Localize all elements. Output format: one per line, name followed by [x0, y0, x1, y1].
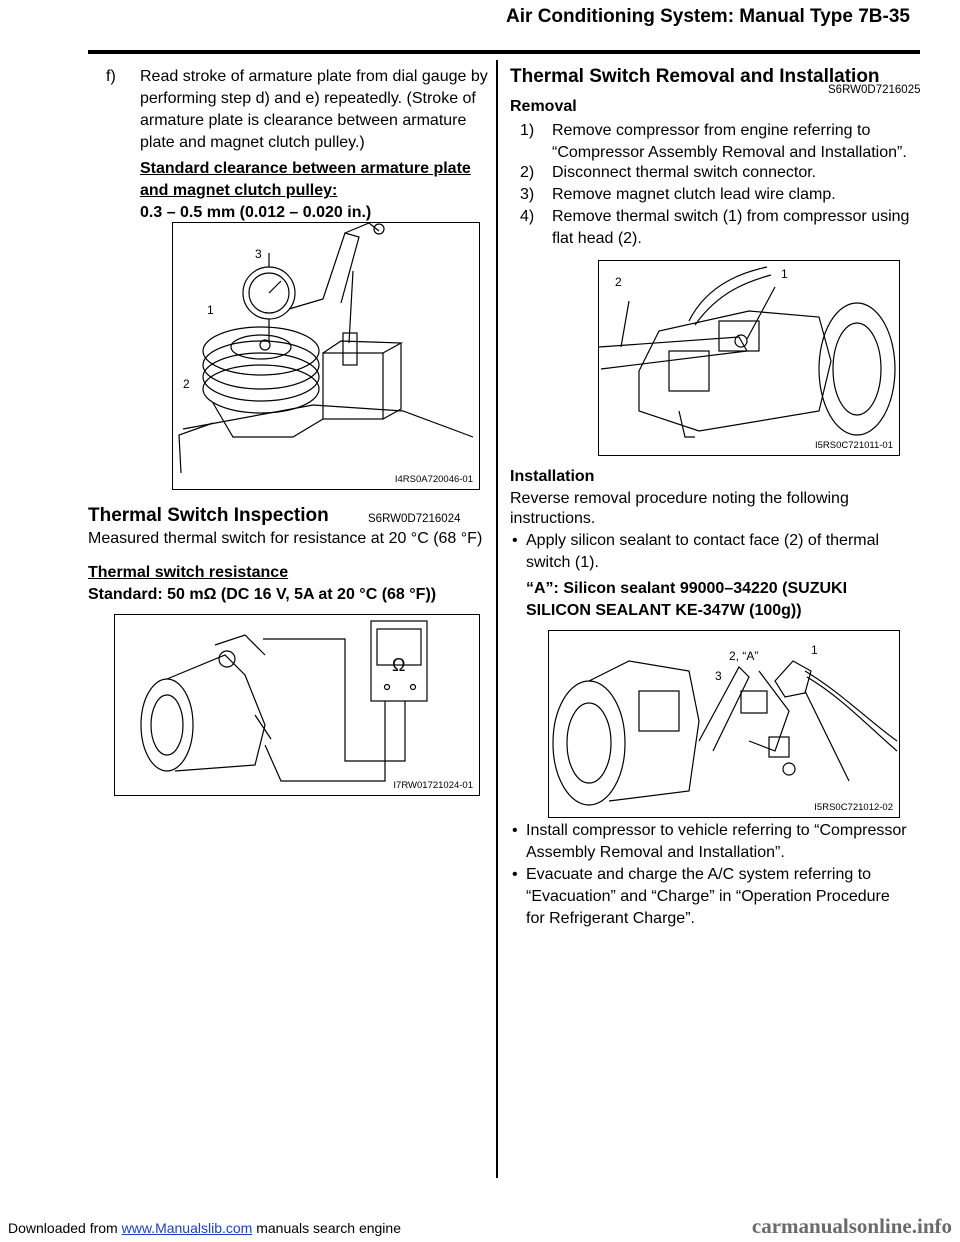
- removal-step-3-num: 3): [520, 186, 535, 203]
- removal-step-2-num: 2): [520, 164, 535, 181]
- bullet-3-line3: for Refrigerant Charge”.: [526, 910, 695, 927]
- footer-prefix: Downloaded from: [8, 1220, 118, 1236]
- section-code: S6RW0D7216025: [828, 84, 921, 96]
- fig1-callout-2: 2: [183, 377, 190, 391]
- removal-step-2-line1: Disconnect thermal switch connector.: [552, 164, 817, 181]
- removal-step-1-line1: Remove compressor from engine referring to: [552, 122, 871, 139]
- removal-step-1-num: 1): [520, 122, 535, 139]
- step-f-line1: Read stroke of armature plate from dial gauge by: [140, 68, 488, 85]
- spec-label-line2: and magnet clutch pulley:: [140, 182, 338, 199]
- removal-illustration: [599, 261, 899, 455]
- step-f-line3: armature plate is clearance between armature: [140, 112, 467, 129]
- step-f-marker: f): [106, 68, 116, 85]
- fig1-callout-3: 3: [255, 247, 262, 261]
- bullet-2-char: •: [512, 822, 518, 839]
- column-divider: [496, 60, 498, 1178]
- manualslib-link[interactable]: www.Manualslib.com: [121, 1220, 253, 1236]
- bullet-1-char: •: [512, 532, 518, 549]
- figure-thermal-switch-removal: [598, 260, 900, 456]
- removal-step-1-line2: “Compressor Assembly Removal and Installation”.: [552, 144, 907, 161]
- removal-step-3-line1: Remove magnet clutch lead wire clamp.: [552, 186, 836, 203]
- step-f-line4: plate and magnet clutch pulley.): [140, 134, 365, 151]
- footer-watermark: carmanualsonline.info: [751, 1214, 952, 1238]
- inspection-title: Thermal Switch Inspection: [88, 505, 329, 526]
- figure-sealant-application: [548, 630, 900, 818]
- fig1-callout-1: 1: [207, 303, 214, 317]
- bullet-1-line1: Apply silicon sealant to contact face (2) of thermal: [526, 532, 880, 549]
- installation-heading: Installation: [510, 468, 595, 485]
- inspection-text: Measured thermal switch for resistance at 20 °C (68 °F): [88, 530, 483, 547]
- removal-step-4-line2: flat head (2).: [552, 230, 642, 247]
- spec-label-line1: Standard clearance between armature plate: [140, 160, 471, 177]
- sealant-line1: “A”: Silicon sealant 99000–34220 (SUZUKI: [526, 580, 848, 597]
- sealant-line2: SILICON SEALANT KE-347W (100g)): [526, 602, 802, 619]
- fig3-callout-1: 1: [781, 267, 788, 281]
- installation-intro-line2: instructions.: [510, 510, 596, 527]
- resistance-value: Standard: 50 mΩ (DC 16 V, 5A at 20 °C (68 °F)): [88, 586, 437, 603]
- fig4-callout-3: 3: [715, 669, 722, 683]
- removal-step-4-num: 4): [520, 208, 535, 225]
- installation-intro-line1: Reverse removal procedure noting the following: [510, 490, 849, 507]
- spec-value: 0.3 – 0.5 mm (0.012 – 0.020 in.): [140, 204, 372, 221]
- fig4-callout-1: 1: [811, 643, 818, 657]
- dial-gauge-illustration: [173, 223, 479, 489]
- fig3-callout-2: 2: [615, 275, 622, 289]
- step-f-line2: performing step d) and e) repeatedly. (Stroke of: [140, 90, 476, 107]
- fig4-code: I5RS0C721012-02: [814, 802, 893, 813]
- fig4-callout-2a: 2, “A”: [729, 649, 759, 663]
- bullet-3-line1: Evacuate and charge the A/C system referring to: [526, 866, 872, 883]
- header-rule: [88, 50, 920, 54]
- footer-suffix: manuals search engine: [252, 1220, 401, 1236]
- bullet-3-char: •: [512, 866, 518, 883]
- ohmmeter-illustration: [115, 615, 479, 795]
- removal-heading: Removal: [510, 98, 577, 115]
- inspection-code: S6RW0D7216024: [368, 513, 461, 525]
- section-title: Thermal Switch Removal and Installation: [510, 66, 880, 87]
- sealant-illustration: [549, 631, 899, 817]
- bullet-1-line2: switch (1).: [526, 554, 599, 571]
- removal-step-4-line1: Remove thermal switch (1) from compressor using: [552, 208, 910, 225]
- bullet-2-line1: Install compressor to vehicle referring to “Compressor: [526, 822, 907, 839]
- footer-download-note: [8, 1220, 401, 1236]
- figure-ohmmeter: [114, 614, 480, 796]
- ohm-symbol: Ω: [392, 655, 406, 675]
- page-header-title: Air Conditioning System: Manual Type 7B-35: [506, 6, 910, 27]
- resistance-label: Thermal switch resistance: [88, 564, 289, 581]
- bullet-3-line2: “Evacuation” and “Charge” in “Operation Procedure: [526, 888, 890, 905]
- fig3-code: I5RS0C721011-01: [815, 440, 893, 451]
- bullet-2-line2: Assembly Removal and Installation”.: [526, 844, 785, 861]
- fig1-code: I4RS0A720046-01: [394, 474, 473, 485]
- figure-dial-gauge: [172, 222, 480, 490]
- fig2-code: I7RW01721024-01: [393, 780, 473, 791]
